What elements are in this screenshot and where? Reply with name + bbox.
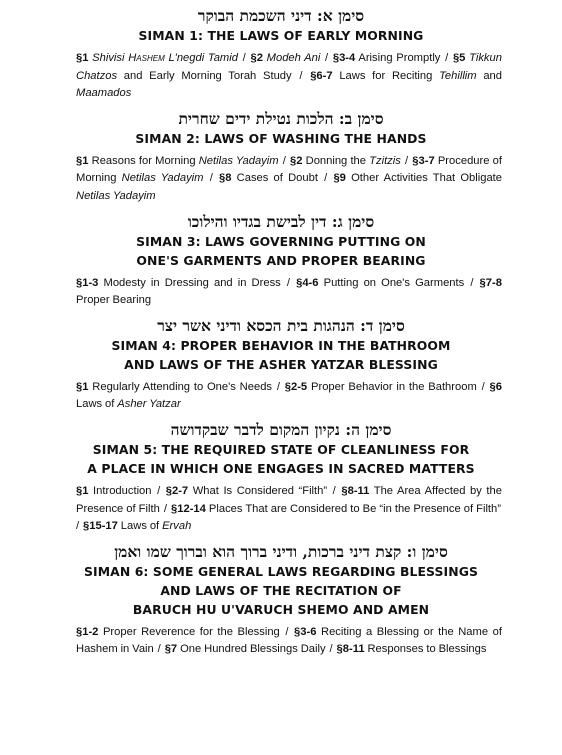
siman-english-title-line: AND LAWS OF THE ASHER YATZAR BLESSING: [124, 356, 438, 372]
siman-english-title-line: BARUCH HU U'VARUCH SHEMO AND AMEN: [132, 601, 430, 617]
siman-english-title: [0, 440, 562, 478]
section-topic-text: Ervah: [162, 520, 192, 533]
entry-separator: /: [326, 643, 336, 656]
section-number: §6: [489, 380, 502, 393]
siman-hebrew-title: סימן ו: קצת דיני ברכות, ודיני ברוך הוא וברוך שמו ואמן: [114, 541, 448, 561]
section-number: §4-6: [296, 276, 319, 289]
entry-separator: /: [477, 380, 489, 393]
section-topic-text: Modesty in Dressing and in Dress: [103, 276, 281, 289]
section-topic-text: Regularly Attending to One's Needs: [92, 380, 273, 393]
contents-entry: [76, 626, 280, 638]
entry-separator: /: [292, 69, 310, 82]
entry-separator: /: [279, 154, 289, 167]
entry-separator: /: [318, 172, 333, 185]
siman-6: [0, 542, 562, 659]
contents-entry: [333, 52, 441, 64]
section-number: §15-17: [83, 520, 118, 533]
section-topic-text: Putting on One's Garments: [323, 276, 465, 289]
section-number: §8: [219, 172, 232, 185]
section-topic-text: Shivisi: [92, 52, 129, 64]
section-number: §2-5: [284, 380, 308, 393]
section-number: §1: [76, 154, 89, 167]
section-topic-text: Procedure of Morning: [76, 154, 502, 185]
section-topic-text: Proper Bearing: [76, 294, 152, 307]
section-topic-text: Laws of: [76, 398, 118, 411]
siman-5: [0, 420, 562, 536]
contents-entry: [166, 485, 327, 497]
section-number: §1: [76, 380, 89, 393]
contents-entry: [83, 520, 191, 532]
siman-english-title: [0, 26, 562, 45]
section-number: §1-3: [76, 276, 99, 289]
section-topic-text: Modeh Ani: [266, 52, 321, 64]
section-number: §3-4: [332, 52, 356, 64]
section-topic-text: and Early Morning Torah Study: [117, 69, 292, 82]
entry-separator: /: [281, 276, 296, 289]
siman-contents: [0, 624, 562, 659]
contents-entry: [296, 277, 464, 289]
section-topic-text: What Is Considered “Filth”: [192, 484, 328, 497]
section-topic-text: Tikkun Chatzos: [76, 52, 502, 82]
siman-english-title-line: SIMAN 5: THE REQUIRED STATE OF CLEANLINESS FOR: [92, 441, 470, 457]
contents-entry: [219, 172, 318, 184]
entry-separator: /: [321, 52, 332, 64]
siman-hebrew-title: סימן ג: דין לבישת בגדיו והילוכו: [187, 211, 375, 231]
siman-contents: [0, 50, 562, 103]
entry-separator: /: [76, 520, 83, 533]
siman-english-title-line: SIMAN 4: PROPER BEHAVIOR IN THE BATHROOM: [111, 337, 451, 353]
contents-entry: [171, 503, 501, 515]
section-topic-text: The Area Affected by the Presence of Filth: [76, 484, 502, 515]
contents-entry: [76, 52, 238, 64]
section-topic-text: Asher Yatzar: [117, 398, 181, 411]
section-number: §12-14: [171, 502, 206, 515]
section-number: §2-7: [165, 484, 189, 497]
section-topic-text: Donning the: [305, 154, 370, 167]
entry-separator: /: [238, 52, 250, 64]
siman-4: [0, 316, 562, 414]
section-topic-text: Arising Promptly: [358, 52, 441, 64]
section-topic-text: One Hundred Blessings Daily: [180, 643, 326, 656]
siman-1: [0, 6, 562, 103]
siman-english-title-line: SIMAN 6: SOME GENERAL LAWS REGARDING BLESSINGS: [83, 563, 479, 579]
section-topic-text: Laws of: [120, 520, 163, 533]
section-topic-text: Proper Behavior in the Bathroom: [311, 380, 477, 393]
section-number: §2: [290, 154, 303, 167]
siman-english-title-line: SIMAN 2: LAWS OF WASHING THE HANDS: [135, 130, 427, 146]
contents-entry: [76, 155, 279, 167]
section-number: §1-2: [76, 625, 99, 638]
section-topic-text: Tzitzis: [369, 154, 401, 167]
entry-separator: /: [401, 154, 412, 167]
section-number: §2: [250, 52, 263, 64]
contents-entry: [76, 277, 281, 289]
siman-2: [0, 109, 562, 206]
section-topic-text: Laws for Reciting: [339, 69, 440, 82]
entry-separator: /: [465, 276, 479, 289]
section-topic-text: Introduction: [93, 484, 152, 497]
section-topic-text: and: [476, 69, 502, 82]
section-number: §5: [452, 52, 466, 64]
section-topic-text: Maamados: [76, 87, 132, 100]
siman-hebrew-title: סימן א: דיני השכמת הבוקר: [197, 6, 365, 25]
siman-english-title-line: SIMAN 3: LAWS GOVERNING PUTTING ON: [136, 233, 426, 249]
section-topic-text: Netilas Yadayim: [76, 189, 156, 202]
section-topic-text: Netilas Yadayim: [198, 154, 279, 167]
section-topic-text: Other Activities That Obligate: [351, 172, 503, 185]
siman-hebrew-title: סימן ד: הנהגות בית הכסא ודיני אשר יצר: [157, 315, 405, 335]
section-number: §3-6: [294, 625, 317, 638]
siman-english-title: [0, 129, 562, 148]
entry-separator: /: [160, 502, 171, 515]
siman-english-title-line: A PLACE IN WHICH ONE ENGAGES IN SACRED MATTERS: [87, 460, 475, 476]
section-topic-text: Places That are Considered to Be “in the Presence of Filth”: [208, 502, 501, 515]
section-topic-text: Reciting a Blessing or the Name of Hashem in Vain: [76, 625, 502, 656]
siman-hebrew-title: סימן ה: נקיון המקום לדבר שבקדושה: [170, 419, 392, 439]
siman-3: [0, 212, 562, 310]
section-topic-text: Reasons for Morning: [91, 154, 199, 167]
contents-entry: [285, 381, 477, 393]
contents-entry: [290, 155, 401, 167]
entry-separator: /: [154, 643, 164, 656]
contents-entry: [76, 485, 152, 497]
entry-separator: /: [280, 625, 294, 638]
contents-entry: [165, 643, 326, 655]
siman-english-title-line: ONE'S GARMENTS AND PROPER BEARING: [136, 252, 426, 268]
siman-contents: [0, 153, 562, 206]
entry-separator: /: [441, 52, 452, 64]
entry-separator: /: [328, 484, 341, 497]
section-topic-text: Tehillim: [439, 69, 477, 82]
siman-contents: [0, 483, 562, 536]
siman-english-title: [0, 232, 562, 270]
section-number: §7-8: [479, 276, 502, 289]
section-number: §8-11: [336, 643, 365, 656]
section-number: §7: [164, 643, 178, 656]
siman-english-title-line: SIMAN 1: THE LAWS OF EARLY MORNING: [138, 28, 424, 43]
section-topic-text: Cases of Doubt: [236, 172, 318, 185]
entry-separator: /: [152, 484, 165, 497]
siman-contents: [0, 379, 562, 414]
section-number: §6-7: [310, 69, 333, 82]
section-topic-text: Proper Reverence for the Blessing: [102, 625, 280, 638]
entry-separator: /: [204, 172, 218, 185]
section-topic-text: Netilas Yadayim: [121, 172, 204, 185]
contents-entry: [250, 52, 320, 64]
section-number: §1: [76, 52, 89, 64]
siman-english-title-line: AND LAWS OF THE RECITATION OF: [160, 582, 402, 598]
siman-english-title: [0, 562, 562, 619]
section-number: §1: [76, 484, 89, 497]
section-number: §3-7: [412, 154, 435, 167]
siman-contents: [0, 275, 562, 310]
section-topic-text: L'negdi Tamid: [164, 52, 238, 64]
section-number: §9: [333, 172, 346, 185]
contents-entry: [337, 643, 487, 655]
siman-hebrew-title: סימן ב: הלכות נטילת ידים שחרית: [178, 108, 384, 128]
siman-english-title: [0, 336, 562, 374]
section-topic-text: Hashem: [128, 52, 165, 64]
entry-separator: /: [273, 380, 284, 393]
section-topic-text: Responses to Blessings: [367, 643, 487, 656]
contents-entry: [76, 381, 272, 393]
section-number: §8-11: [341, 484, 370, 497]
